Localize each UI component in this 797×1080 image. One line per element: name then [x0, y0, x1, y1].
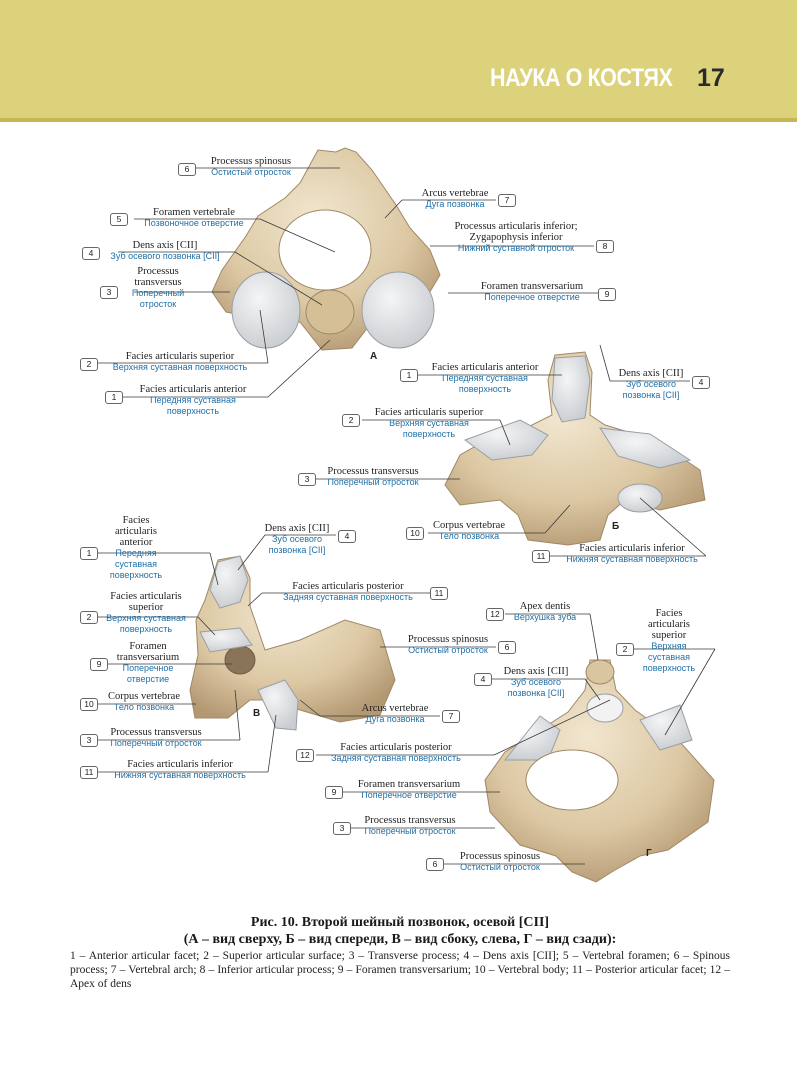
callout-inferior-articular-process-a — [440, 221, 592, 254]
latin-term-line-1: Facies — [122, 515, 150, 526]
label-number: 12 — [296, 749, 314, 762]
russian-term: Поперечный отросток — [110, 738, 202, 748]
callout-anterior-articular-facet-b — [420, 362, 550, 395]
latin-term: Foramen vertebrale — [153, 207, 235, 218]
label-number: 4 — [82, 247, 100, 260]
label-number: 3 — [298, 473, 316, 486]
latin-term: Processus transversus — [364, 815, 456, 826]
callout-spinous-process-a — [200, 156, 302, 178]
label-number: 1 — [80, 547, 98, 560]
label-number: 9 — [90, 658, 108, 671]
label-number: 10 — [80, 698, 98, 711]
label-number: 11 — [80, 766, 98, 779]
latin-term: Facies articularis inferior — [127, 759, 233, 770]
label-number: 7 — [498, 194, 516, 207]
latin-term: Apex dentis — [519, 601, 571, 612]
latin-term: Processus spinosus — [407, 634, 489, 645]
label-number: 3 — [333, 822, 351, 835]
label-number: 7 — [442, 710, 460, 723]
chapter-title: НАУКА О КОСТЯХ — [490, 64, 673, 92]
callout-anterior-articular-facet-v — [98, 515, 174, 581]
latin-term-line-2: transversarium — [116, 652, 180, 663]
latin-term: Facies articularis posterior — [340, 742, 452, 753]
latin-term: Dens axis [CII] — [503, 666, 569, 677]
callout-apex-dentis-g — [506, 601, 584, 623]
label-number: 6 — [426, 858, 444, 871]
callout-superior-articular-surface-b — [362, 407, 496, 440]
label-number: 3 — [80, 734, 98, 747]
russian-term: Позвоночное отверстие — [144, 218, 244, 228]
callout-posterior-articular-facet-g — [318, 742, 474, 764]
callout-superior-articular-surface-a — [100, 351, 260, 373]
latin-term-line-1: Processus articularis inferior; — [454, 221, 578, 232]
russian-term: Нижний суставной отросток — [457, 243, 575, 253]
latin-term: Facies articularis superior — [125, 351, 235, 362]
russian-term-line-3: поверхность — [642, 663, 696, 673]
russian-term-line-1: Поперечный — [131, 288, 185, 298]
label-number: 11 — [532, 550, 550, 563]
latin-term-line-1: Foramen — [129, 641, 167, 652]
latin-term: Foramen transversarium — [357, 779, 461, 790]
russian-term-line-1: Верхняя суставная — [389, 418, 469, 428]
callout-spinous-process-g — [448, 851, 552, 873]
callout-transverse-process-a — [120, 266, 196, 310]
russian-term: Остистый отросток — [408, 645, 488, 655]
callout-inferior-articular-facet-b — [556, 543, 708, 565]
russian-term: Зуб осевого позвонка [CII] — [110, 251, 220, 261]
latin-term-line-2: transversus — [134, 277, 182, 288]
russian-term: Дуга позвонка — [425, 199, 485, 209]
latin-term: Arcus vertebrae — [361, 703, 429, 714]
russian-term: Тело позвонка — [113, 702, 175, 712]
russian-term-line-1: Зуб осевого — [272, 534, 322, 544]
latin-term: Facies articularis posterior — [292, 581, 404, 592]
label-number: 12 — [486, 608, 504, 621]
latin-term-line-3: anterior — [119, 537, 153, 548]
label-number: 1 — [400, 369, 418, 382]
russian-term: Поперечное отверстие — [484, 292, 580, 302]
russian-term: Остистый отросток — [460, 862, 540, 872]
latin-term-line-3: superior — [651, 630, 687, 641]
latin-term: Dens axis [CII] — [618, 368, 684, 379]
caption-legend: 1 – Anterior articular facet; 2 – Superior articular surface; 3 – Transverse process; 4 – Dens axis [CII]; 5 – Vertebral foramen; 6 – Spinous process; 7 – Vertebral arch; 8 – Inferior articular process; 9 – Foramen transversarium; 10 – Vertebral body; 11 – Posterior articular facet; 12 – Apex of dens — [70, 950, 730, 990]
callout-dens-axis-g — [494, 666, 578, 699]
russian-term: Поперечный отросток — [327, 477, 419, 487]
russian-term-line-2: суставная — [647, 652, 691, 662]
callout-dens-axis-v — [258, 523, 336, 556]
latin-term: Facies articularis anterior — [431, 362, 539, 373]
view-letter-a: А — [370, 351, 378, 362]
label-number: 6 — [178, 163, 196, 176]
latin-term: Processus transversus — [110, 727, 202, 738]
russian-term: Нижняя суставная поверхность — [566, 554, 698, 564]
label-number: 6 — [498, 641, 516, 654]
latin-term-line-1: Processus — [137, 266, 179, 277]
russian-term-line-2: позвонка [CII] — [622, 390, 680, 400]
callout-vertebral-foramen-a — [134, 207, 254, 229]
latin-term-line-2: superior — [128, 602, 164, 613]
callout-transverse-process-b — [318, 466, 428, 488]
russian-term-line-2: отверстие — [126, 674, 170, 684]
latin-term: Processus spinosus — [210, 156, 292, 167]
russian-term-line-2: отросток — [139, 299, 177, 309]
russian-term: Поперечный отросток — [364, 826, 456, 836]
russian-term-line-1: Передняя суставная — [150, 395, 236, 405]
view-a-illustration — [212, 148, 440, 350]
russian-term: Поперечное отверстие — [361, 790, 457, 800]
callout-foramen-transversarium-v — [108, 641, 188, 685]
russian-term-line-1: Поперечное — [122, 663, 174, 673]
russian-term: Задняя суставная поверхность — [283, 592, 413, 602]
page-number: 17 — [697, 64, 725, 92]
latin-term: Facies articularis superior — [374, 407, 484, 418]
label-number: 2 — [342, 414, 360, 427]
russian-term: Верхняя суставная поверхность — [112, 362, 248, 372]
label-number: 3 — [100, 286, 118, 299]
latin-term-line-2: articularis — [115, 526, 157, 537]
callout-vertebral-arch-a — [410, 188, 500, 210]
caption-title-line-1: Рис. 10. Второй шейный позвонок, осевой [CII] — [250, 915, 550, 930]
caption-title-line-2: (А – вид сверху, Б – вид спереди, В – вид сбоку, слева, Г – вид сзади): — [183, 932, 617, 947]
label-number: 1 — [105, 391, 123, 404]
latin-term: Processus transversus — [327, 466, 419, 477]
russian-term-line-2: позвонка [CII] — [507, 688, 565, 698]
label-number: 4 — [338, 530, 356, 543]
russian-term-line-3: поверхность — [109, 570, 163, 580]
latin-term: Processus spinosus — [459, 851, 541, 862]
callout-vertebral-body-v — [100, 691, 188, 713]
label-number: 9 — [325, 786, 343, 799]
callout-dens-axis-a — [100, 240, 230, 262]
callout-dens-axis-b — [612, 368, 690, 401]
callout-foramen-transversarium-a — [470, 281, 594, 303]
label-number: 2 — [80, 358, 98, 371]
callout-inferior-articular-surface-v — [100, 759, 260, 781]
view-letter-g: Г — [646, 848, 652, 859]
russian-term: Нижняя суставная поверхность — [114, 770, 246, 780]
label-number: 4 — [692, 376, 710, 389]
latin-term: Dens axis [CII] — [132, 240, 198, 251]
latin-term-line-2: Zygapophysis inferior — [469, 232, 563, 243]
latin-term-line-1: Facies — [655, 608, 683, 619]
view-letter-b: Б — [612, 521, 620, 532]
callout-spinous-process-v — [400, 634, 496, 656]
russian-term: Остистый отросток — [211, 167, 291, 177]
label-number: 10 — [406, 527, 424, 540]
russian-term-line-2: поверхность — [402, 429, 456, 439]
callout-superior-articular-surface-g — [636, 608, 702, 674]
latin-term-line-1: Facies articularis — [110, 591, 182, 602]
label-number: 5 — [110, 213, 128, 226]
russian-term: Задняя суставная поверхность — [331, 753, 461, 763]
russian-term: Дуга позвонка — [365, 714, 425, 724]
callout-superior-articular-surface-v — [98, 591, 194, 635]
russian-term-line-2: позвонка [CII] — [268, 545, 326, 555]
callout-foramen-transversarium-g — [346, 779, 472, 801]
russian-term-line-2: поверхность — [119, 624, 173, 634]
russian-term-line-1: Зуб осевого — [626, 379, 676, 389]
figure-caption — [70, 914, 730, 991]
label-number: 11 — [430, 587, 448, 600]
russian-term-line-1: Передняя — [115, 548, 157, 558]
label-number: 9 — [598, 288, 616, 301]
callout-anterior-articular-facet-a — [127, 384, 259, 417]
russian-term-line-2: поверхность — [166, 406, 220, 416]
view-letter-v: В — [253, 708, 261, 719]
callout-vertebral-arch-v — [350, 703, 440, 725]
russian-term: Верхушка зуба — [513, 612, 577, 622]
callout-vertebral-body-b — [426, 520, 512, 542]
callout-transverse-process-g — [354, 815, 466, 837]
latin-term: Arcus vertebrae — [421, 188, 489, 199]
russian-term-line-1: Верхняя — [651, 641, 687, 651]
callout-transverse-process-v — [100, 727, 212, 749]
latin-term: Foramen transversarium — [480, 281, 584, 292]
latin-term: Corpus vertebrae — [107, 691, 180, 702]
callout-posterior-articular-facet-v — [270, 581, 426, 603]
latin-term-line-2: articularis — [648, 619, 690, 630]
latin-term: Facies articularis inferior — [579, 543, 685, 554]
label-number: 4 — [474, 673, 492, 686]
latin-term: Corpus vertebrae — [432, 520, 505, 531]
label-number: 2 — [80, 611, 98, 624]
russian-term-line-1: Зуб осевого — [511, 677, 561, 687]
russian-term-line-1: Верхняя суставная — [106, 613, 186, 623]
latin-term: Facies articularis anterior — [139, 384, 247, 395]
label-number: 2 — [616, 643, 634, 656]
russian-term-line-1: Передняя суставная — [442, 373, 528, 383]
russian-term: Тело позвонка — [438, 531, 500, 541]
russian-term-line-2: суставная — [114, 559, 158, 569]
latin-term: Dens axis [CII] — [264, 523, 330, 534]
label-number: 8 — [596, 240, 614, 253]
russian-term-line-2: поверхность — [458, 384, 512, 394]
